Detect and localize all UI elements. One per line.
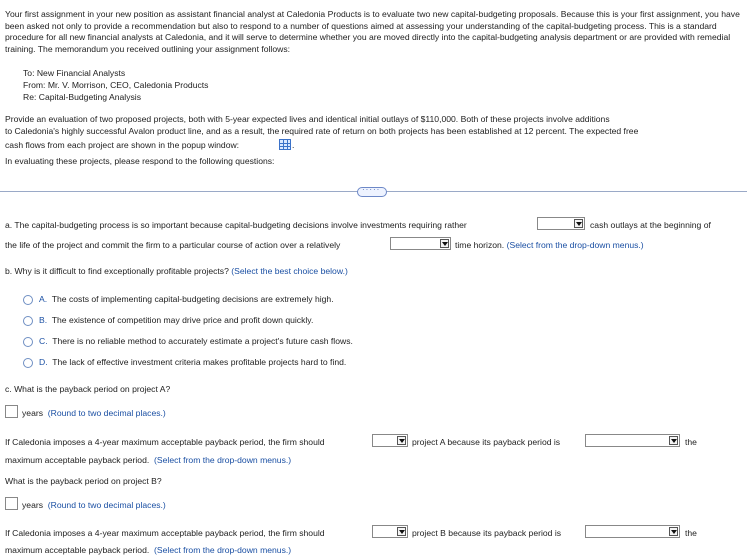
part-c-question-a: c. What is the payback period on project A? (5, 384, 171, 394)
payback-a-years: years (22, 408, 44, 418)
radio-option-a[interactable] (23, 295, 33, 305)
if-b-text-3: the (685, 528, 697, 538)
memo-body-line-3-text: cash flows from each project are shown in the popup window: (5, 140, 240, 150)
memo-body-line-3-end: . (292, 140, 295, 150)
option-b-letter: B. (39, 315, 48, 325)
option-d-text: The lack of effective investment criteria makes profitable projects hard to find. (52, 357, 347, 367)
option-a-letter: A. (39, 294, 48, 304)
option-d-letter: D. (39, 357, 48, 367)
if-a-text-2: project A because its payback period is (412, 437, 561, 447)
payback-b-years: years (22, 500, 44, 510)
part-a-text-2: cash outlays at the beginning of (590, 220, 711, 230)
part-a-text-1: a. The capital-budgeting process is so important because capital-budgeting decisions involve investments requiring rather (5, 220, 467, 230)
payback-a-input[interactable] (5, 405, 18, 418)
part-c-question-b: What is the payback period on project B? (5, 476, 162, 486)
option-a[interactable] (39, 294, 334, 305)
payback-b-round-hint: (Round to two decimal places.) (47, 500, 166, 510)
memo-body-line-4: In evaluating these projects, please respond to the following questions: (5, 156, 275, 166)
memo-body-line-3 (5, 140, 239, 151)
part-a-text-4-label: time horizon. (455, 240, 505, 250)
if-b-text-4 (5, 545, 291, 556)
option-c-letter: C. (39, 336, 48, 346)
option-d[interactable] (39, 357, 346, 368)
memo-re: Re: Capital-Budgeting Analysis (23, 92, 141, 102)
if-b-text-1: If Caledonia imposes a 4-year maximum acceptable payback period, the firm should (5, 528, 325, 538)
option-b-text: The existence of competition may drive price and profit down quickly. (51, 315, 314, 325)
memo-from: From: Mr. V. Morrison, CEO, Caledonia Products (23, 80, 209, 90)
option-a-text: The costs of implementing capital-budgeting decisions are extremely high. (51, 294, 334, 304)
part-a-hint: (Select from the drop-down menus.) (506, 240, 644, 250)
memo-body-line-2: to Caledonia's highly successful Avalon product line, and as a result, the required rate of return on both projects has been established at 12 percent. The expected free (5, 126, 639, 136)
chevron-down-icon (669, 527, 678, 536)
if-b-dropdown-action[interactable] (372, 525, 408, 538)
chevron-down-icon (440, 239, 449, 248)
payback-a-unit (22, 408, 166, 419)
radio-option-b[interactable] (23, 316, 33, 326)
radio-option-c[interactable] (23, 337, 33, 347)
if-b-text-2: project B because its payback period is (412, 528, 562, 538)
intro-paragraph: Your first assignment in your new position as assistant financial analyst at Caledonia Products is to evaluate two new capital-budgeting proposals. Because this is your first assignment, you have been asked not only to provide a recommendation but also to respond to a number of questions aimed at assessing your understanding of the capital-budgeting process. This is a standard procedure for all new financial analysts at Caledonia, and it will serve to determine whether you are moved directly into the capital-budgeting analysis department or are provided with remedial training. The memorandum you received outlining your assignment follows: (5, 9, 740, 54)
option-c[interactable] (39, 336, 353, 347)
if-b-dropdown-compare[interactable] (585, 525, 680, 538)
chevron-down-icon (397, 436, 406, 445)
part-a-dropdown-2[interactable] (390, 237, 451, 250)
part-b-hint: (Select the best choice below.) (231, 266, 348, 276)
payback-a-round-hint: (Round to two decimal places.) (47, 408, 166, 418)
if-a-text-3: the (685, 437, 697, 447)
table-icon[interactable] (279, 139, 291, 150)
if-b-text-4-label: maximum acceptable payback period. (5, 545, 150, 555)
payback-b-input[interactable] (5, 497, 18, 510)
memo-to: To: New Financial Analysts (23, 68, 126, 78)
if-b-hint: (Select from the drop-down menus.) (154, 545, 292, 555)
radio-option-d[interactable] (23, 358, 33, 368)
option-b[interactable] (39, 315, 313, 326)
if-a-hint: (Select from the drop-down menus.) (154, 455, 292, 465)
chevron-down-icon (574, 219, 583, 228)
chevron-down-icon (397, 527, 406, 536)
expand-toggle[interactable] (357, 187, 387, 197)
if-a-dropdown-compare[interactable] (585, 434, 680, 447)
payback-b-unit (22, 500, 166, 511)
if-a-text-4 (5, 455, 291, 466)
if-a-text-1: If Caledonia imposes a 4-year maximum acceptable payback period, the firm should (5, 437, 325, 447)
if-a-dropdown-action[interactable] (372, 434, 408, 447)
part-a-dropdown-1[interactable] (537, 217, 585, 230)
chevron-down-icon (669, 436, 678, 445)
part-b-question-text: b. Why is it difficult to find exceptionally profitable projects? (5, 266, 229, 276)
if-a-text-4-label: maximum acceptable payback period. (5, 455, 150, 465)
part-a-text-3: the life of the project and commit the firm to a particular course of action over a relatively (5, 240, 341, 250)
memo-body-line-1: Provide an evaluation of two proposed projects, both with 5-year expected lives and identical initial outlays of $110,000. Both of these projects involve additions (5, 114, 610, 124)
option-c-text: There is no reliable method to accurately estimate a project's future cash flows. (52, 336, 353, 346)
part-a-text-4 (455, 240, 644, 251)
part-b-question (5, 266, 348, 277)
